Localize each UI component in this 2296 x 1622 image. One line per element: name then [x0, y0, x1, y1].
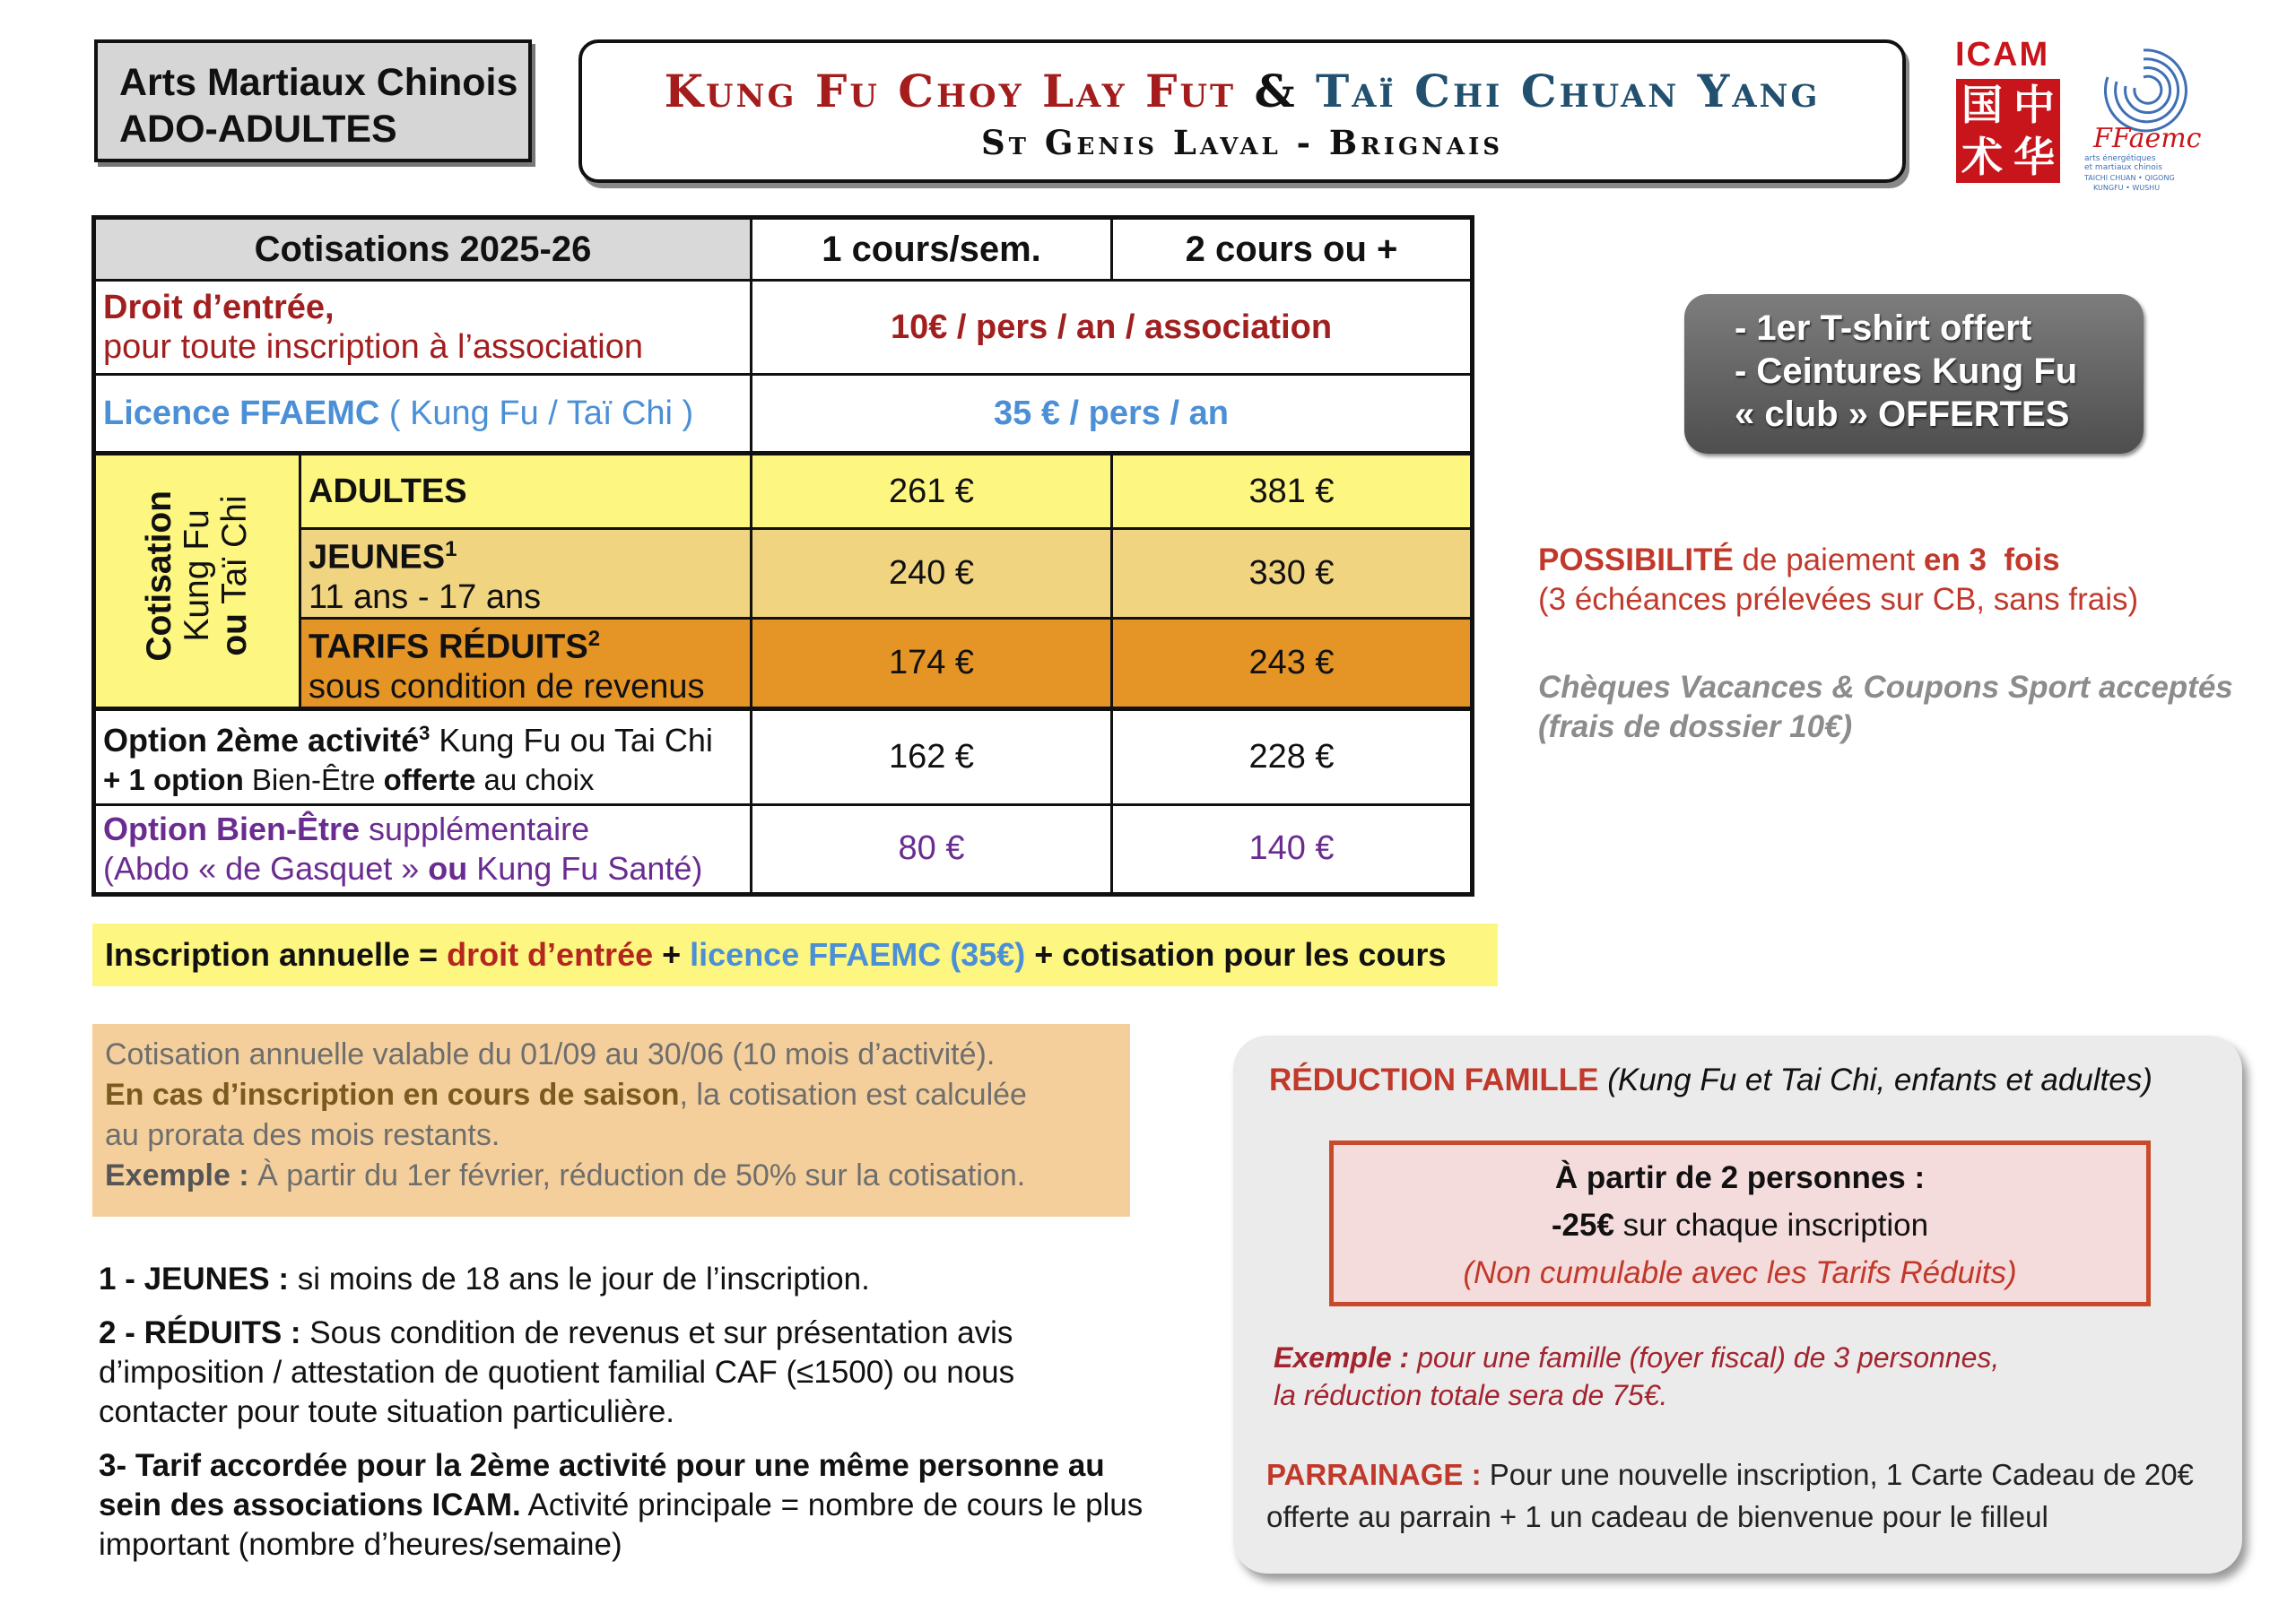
row-bien-etre [94, 804, 1473, 894]
title-tai-chi: Taï Chi Chuan Yang [1316, 65, 1821, 117]
ffaemc-logo [2081, 32, 2206, 194]
row-option-2eme [94, 708, 1473, 804]
ffaemc-sub1: arts énergétiques [2084, 154, 2156, 163]
vertical-tai-chi: ou Taï Chi [215, 496, 254, 657]
row-adultes [94, 454, 1473, 529]
licence-label [94, 375, 752, 454]
licence-value: 35 € / pers / an [752, 375, 1473, 454]
reduits-price-1: 174 € [752, 619, 1112, 709]
bienetre-label: Option Bien-Être supplémentaire (Abdo « de Gasquet » ou Kung Fu Santé) [94, 804, 752, 894]
main-title [582, 65, 1902, 117]
category-line1: Arts Martiaux Chinois [119, 61, 518, 104]
droit-entree-value: 10€ / pers / an / association [752, 281, 1473, 375]
family-title: RÉDUCTION FAMILLE (Kung Fu et Tai Chi, enfants et adultes) [1269, 1063, 2152, 1097]
jeunes-footnote: 1 [445, 537, 457, 562]
jeunes-price-2: 330 € [1112, 529, 1473, 619]
seal-char: 国 [1961, 82, 2003, 128]
option2-rest: Kung Fu ou Tai Chi [430, 722, 713, 759]
validity-line3: au prorata des mois restants. [105, 1118, 500, 1152]
ffaemc-sub4: KUNGFU • WUSHU [2093, 184, 2161, 192]
licence-label-bold: Licence FFAEMC [103, 395, 380, 432]
option2-footnote: 3 [419, 722, 430, 745]
family-reduction-box [1233, 1036, 2242, 1574]
footnote-2: 2 - RÉDUITS : Sous condition de revenus et sur présentation avis d’imposition / attestation de quotient familial CAF (≤1500) ou nous contacter pour toute situation particulière. [99, 1315, 1023, 1429]
seal-char: 中 [2013, 82, 2055, 128]
row-jeunes [94, 529, 1473, 619]
droit-entree-label [94, 281, 752, 375]
header-cotisations: Cotisations 2025-26 [94, 218, 752, 281]
adultes-price-2: 381 € [1112, 454, 1473, 529]
inscription-formula: Inscription annuelle = droit d’entrée + licence FFAEMC (35€) + cotisation pour les cours [92, 924, 1498, 986]
icam-logo-text: ICAM [1955, 36, 2050, 74]
adultes-price-1: 261 € [752, 454, 1112, 529]
ffaemc-name: FFaemc [2093, 123, 2202, 154]
option2-price-2: 228 € [1112, 708, 1473, 804]
adultes-label: ADULTES [300, 454, 752, 529]
cotisation-vertical-label [94, 454, 300, 709]
option2-title: Option 2ème activité [103, 722, 420, 759]
validity-line1: Cotisation annuelle valable du 01/09 au 30/06 (10 mois d’activité). [105, 1037, 996, 1071]
bienetre-title: Option Bien-Être [103, 810, 360, 847]
category-box [94, 39, 532, 162]
footnote-3: 3- Tarif accordée pour la 2ème activité pour une même personne au sein des associations ICAM. Activité principale = nombre de cours le plus important (nombre d’heures/semaine) [99, 1448, 1152, 1562]
bienetre-price-2: 140 € [1112, 804, 1473, 894]
title-ampersand: & [1236, 65, 1317, 117]
row-licence [94, 375, 1473, 454]
droit-entree-title: Droit d’entrée, [103, 289, 335, 326]
reduits-price-2: 243 € [1112, 619, 1473, 709]
header-2-cours: 2 cours ou + [1112, 218, 1473, 281]
row-droit-entree [94, 281, 1473, 375]
gift-line3: « club » OFFERTES [1735, 395, 2070, 434]
option2-price-1: 162 € [752, 708, 1112, 804]
ffaemc-sub2: et martiaux chinois [2084, 163, 2162, 172]
family-example: Exemple : pour une famille (foyer fiscal) de 3 personnes, la réduction totale sera de 75€. [1274, 1341, 2000, 1411]
pricing-table [91, 215, 1474, 897]
gift-line2: - Ceintures Kung Fu [1735, 351, 2078, 391]
seal-char: 华 [2013, 134, 2055, 180]
reduits-label [300, 619, 752, 709]
subtitle: St Genis Laval - Brignais [980, 123, 1504, 162]
title-kung-fu: Kung Fu Choy Lay Fut [664, 65, 1237, 117]
cheques-line1: Chèques Vacances & Coupons Sport acceptés [1538, 670, 2233, 705]
reduits-title: TARIFS RÉDUITS [309, 628, 588, 666]
row-reduits [94, 619, 1473, 709]
seal-char: 术 [1961, 134, 2003, 180]
jeunes-ages: 11 ans - 17 ans [309, 577, 542, 616]
table-header-row [94, 218, 1473, 281]
validity-box: Cotisation annuelle valable du 01/09 au 30/06 (10 mois d’activité). En cas d’inscription en cours de saison, la cotisation est calculée au prorata des mois restants. Exemple : À partir du 1er février, réduction de 50% sur la cotisation. [92, 1024, 1130, 1217]
family-offer-line1: À partir de 2 personnes : [1554, 1160, 1926, 1195]
licence-label-rest: ( Kung Fu / Taï Chi ) [379, 395, 694, 432]
payment-info: POSSIBILITÉ de paiement en 3 fois (3 échéances prélevées sur CB, sans frais) [1538, 541, 2138, 620]
ffaemc-sub3: TAICHI CHUAN • QIGONG [2084, 174, 2175, 182]
cheques-info [1538, 668, 2233, 747]
jeunes-title: JEUNES [309, 538, 446, 577]
family-offer-line3: (Non cumulable avec les Tarifs Réduits) [1463, 1255, 2017, 1290]
family-offer-box: À partir de 2 personnes : -25€ sur chaque inscription (Non cumulable avec les Tarifs Réduits) [1329, 1141, 2151, 1306]
icam-seal-logo [1956, 79, 2060, 183]
bienetre-price-1: 80 € [752, 804, 1112, 894]
cheques-line2: (frais de dossier 10€) [1538, 709, 1853, 744]
jeunes-label [300, 529, 752, 619]
parrainage-info: PARRAINAGE : Pour une nouvelle inscription, 1 Carte Cadeau de 20€ offerte au parrain + 1 un cadeau de bienvenue pour le filleul [1266, 1458, 2203, 1533]
gift-line1: - 1er T-shirt offert [1735, 308, 2032, 348]
footnote-1: 1 - JEUNES : si moins de 18 ans le jour de l’inscription. [99, 1262, 870, 1297]
footnotes [99, 1260, 1152, 1579]
gift-offer-box [1684, 294, 2144, 454]
header-1-cours: 1 cours/sem. [752, 218, 1112, 281]
droit-entree-desc: pour toute inscription à l’association [103, 328, 644, 366]
category-line2: ADO-ADULTES [119, 108, 397, 151]
reduits-condition: sous condition de revenus [309, 667, 705, 706]
title-box [578, 39, 1906, 183]
reduits-footnote: 2 [587, 627, 601, 651]
vertical-cotisation: Cotisation [140, 490, 178, 663]
jeunes-price-1: 240 € [752, 529, 1112, 619]
payment-details: (3 échéances prélevées sur CB, sans frais) [1538, 582, 2139, 617]
vertical-kung-fu: Kung Fu [178, 510, 216, 643]
option2-label: Option 2ème activité$^3$ Kung Fu ou Tai Chi + 1 option Bien-Être offerte au choix [94, 708, 752, 804]
